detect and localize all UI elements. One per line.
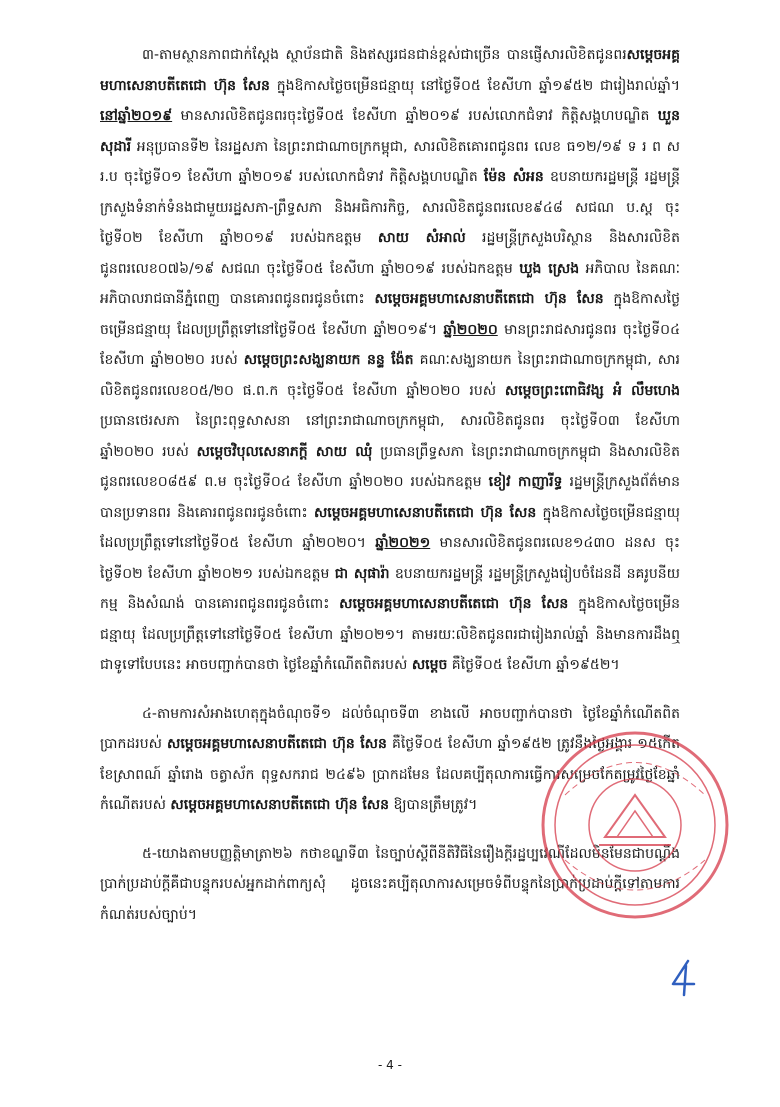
- text-segment: មានសារលិខិតជូនពរលេខ១៤៣០ ដនស ចុះថ្ងៃទី០២ ខែសីហា ឆ្នាំ២០២១ របស់ឯកឧត្តម: [100, 535, 680, 582]
- text-segment: អនុប្រធានទី២ នៃរដ្ឋសភា នៃព្រះរាជាណាចក្រកម្ពុជា, សារលិខិតគោរពជូនពរ លេខ ធ១២/១៩ ទ រ ព ស រ.ប ចុះថ្ងៃទី០១ ខែសីហា ឆ្នាំ២០១៩ របស់លោកជំទាវ កិត្តិសង្គហបណ្ឌិត: [100, 138, 680, 185]
- underlined-year: នៅឆ្នាំ២០១៩: [100, 108, 173, 124]
- bold-name: ឃួន សុដារី: [100, 108, 680, 155]
- text-segment: រដ្ឋមន្ត្រីក្រសួងបរិស្ថាន និងសារលិខិតជូនពរលេខ០៧៦/១៩ សជណ ចុះថ្ងៃទី០៥ ខែសីហា ឆ្នាំ២០១៩ របស់ឯកឧត្តម: [100, 230, 681, 277]
- bold-name: សម្តេចអគ្គមហាសេនាបតីតេជោ ហ៊ុន សែន: [313, 504, 537, 521]
- text-segment: រដ្ឋមន្ត្រីក្រសួងព័ត៌មាន បានប្រទានពរ និងគោរពជូនពរជូនចំពោះ: [100, 474, 680, 521]
- paragraph-4: [100, 699, 680, 821]
- bold-name: សម្តេចអគ្គមហាសេនាបតីតេជោ ហ៊ុន សែន: [167, 736, 387, 752]
- underlined-year: ឆ្នាំ២០២១: [375, 535, 431, 551]
- text-segment: អភិបាល នៃគណៈអភិបាលរាជធានីភ្នំពេញ បានគោរពជូនពរជូនចំពោះ: [100, 260, 680, 307]
- text-segment: គណៈសង្ឃនាយក នៃព្រះរាជាណាចក្រកម្ពុជា, សារលិខិតជូនពរលេខ០៥/២០ ផ.ព.ក ចុះថ្ងៃទី០៥ ខែសីហា ឆ្នាំ២០២០ របស់: [100, 352, 680, 399]
- text-segment: ៥-យោងតាមបញ្ញត្តិមាត្រា២៦ កថាខណ្ឌទី៣ នៃច្បាប់ស្តីពីនីតិវិធីនៃរឿងក្តីរដ្ឋប្បវេណីដែលមិនមែនជាបណ្តឹង ប្រាក់ប្រដាប់ក្តីគឺជាបន្ទុករបស់អ្នកដាក់ពាក្យសុំ ដូចនេះគប្បីតុលាការសម្រេចទំពីបន្ទុកនៃប្រាក់ប្រដាប់ក្តីទៅតាមការកំណត់របស់ច្បាប់។: [100, 845, 680, 923]
- bold-name: ជា សុផារ៉ា: [334, 565, 390, 582]
- text-segment: ក្នុងឱកាសថ្ងៃចម្រើនជន្មាយុ ដែលប្រព្រឹត្តទៅនៅថ្ងៃទី០៥ ខែសីហា ឆ្នាំ២០២១។ តាមរយៈលិខិតជូនពរជារៀងរាល់ឆ្នាំ និងមានការដឹងឮជាទូទៅបែបនេះ អាចបញ្ជាក់បានថា ថ្ងៃខែឆ្នាំកំណើតពិតរបស់: [100, 596, 681, 673]
- paragraph-3: [100, 40, 680, 681]
- bold-name: សម្តេចព្រះសង្ឃនាយក នន្ទ ង៉ែត: [243, 352, 414, 368]
- text-segment: ក្នុងឱកាសថ្ងៃចម្រើនជន្មាយុ ដែលប្រព្រឹត្តទៅនៅថ្ងៃទី០៥ ខែសីហា ឆ្នាំ២០១៩។: [100, 291, 680, 338]
- text-segment: មានសារលិខិតជូនពរចុះថ្ងៃទី០៥ ខែសីហា ឆ្នាំ២០១៩ របស់លោកជំទាវ កិត្តិសង្គហបណ្ឌិត: [172, 108, 658, 124]
- bold-name: សម្តេចព្រះពោធិវង្ស អំ លឹមហេង: [504, 382, 680, 399]
- document-body: [100, 40, 680, 948]
- text-segment: ប្រធានព្រឹទ្ធសភា នៃព្រះរាជាណាចក្រកម្ពុជា និងសារលិខិតជូនពរលេខ០៨៥៩ ព.ម ចុះថ្ងៃទី០៤ ខែសីហា ឆ្នាំ២០២០ របស់ឯកឧត្តម: [100, 443, 680, 490]
- bold-name: ខៀវ កាញារីទ្ធ: [488, 474, 563, 490]
- bold-name: សម្តេចអគ្គមហាសេនាបតីតេជោ ហ៊ុន សែន: [170, 797, 390, 813]
- paragraph-5: [100, 839, 680, 931]
- text-segment: មានព្រះរាជសារជូនពរ ចុះថ្ងៃទី០៤ ខែសីហា ឆ្នាំ២០២០ របស់: [100, 321, 680, 368]
- text-segment: ឱ្យបានត្រឹមត្រូវ។: [389, 797, 478, 813]
- bold-name: ម៉ែន សំអន: [483, 169, 544, 185]
- text-segment: ក្នុងឱកាសថ្ងៃចម្រើនជន្មាយុ នៅថ្ងៃទី០៥ ខែសីហា ឆ្នាំ១៩៥២ ជារៀងរាល់ឆ្នាំ។: [269, 77, 681, 94]
- bold-name: ឃួង ស្រេង: [519, 260, 580, 277]
- bold-name: សម្តេចអគ្គមហាសេនាបតីតេជោ ហ៊ុន សែន: [100, 47, 680, 94]
- bold-name: សម្តេចអគ្គមហាសេនាបតីតេជោ ហ៊ុន សែន: [374, 291, 604, 307]
- bold-name: សម្តេចអគ្គមហាសេនាបតីតេជោ ហ៊ុន សែន: [339, 596, 569, 612]
- bold-name: សម្តេចវិបុលសេនាភក្តី សាយ ឈុំ: [196, 443, 373, 460]
- handwritten-initial: [668, 958, 698, 998]
- text-segment: ៣-តាមស្ថានភាពជាក់ស្តែង ស្ថាប័នជាតិ និងឥស្សរជនជាន់ខ្ពស់ជាច្រើន បានផ្ញើសារលិខិតជូនពរ: [142, 47, 627, 63]
- page-number: - 4 -: [378, 1058, 402, 1072]
- text-segment: ឧបនាយករដ្ឋមន្ត្រី រដ្ឋមន្ត្រីក្រសួងទំនាក់ទំនងជាមួយរដ្ឋសភា-ព្រឹទ្ធសភា និងអធិការកិច្ច, សារលិខិតជូនពរលេខ៩៤៨ សជណ ប.ស្ត ចុះថ្ងៃទី០២ ខែសីហា ឆ្នាំ២០១៩ របស់ឯកឧត្តម: [100, 169, 680, 246]
- text-segment: ៤-តាមការសំអាងហេតុក្នុងចំណុចទី១ ដល់ចំណុចទី៣ ខាងលើ អាចបញ្ជាក់បានថា ថ្ងៃខែឆ្នាំកំណើតពិតប្រាកដរបស់: [100, 705, 680, 752]
- text-segment: ប្រធានថេរសភា នៃព្រះពុទ្ធសាសនា នៅព្រះរាជាណាចក្រកម្ពុជា, សារលិខិតជូនពរ ចុះថ្ងៃទី០៣ ខែសីហា ឆ្នាំ២០២០ របស់: [100, 413, 680, 460]
- text-segment: ក្នុងឱកាសថ្ងៃចម្រើនជន្មាយុ ដែលប្រព្រឹត្តទៅនៅថ្ងៃទី០៥ ខែសីហា ឆ្នាំ២០២០។: [100, 504, 680, 551]
- underlined-year: ឆ្នាំ២០២០: [443, 321, 498, 338]
- bold-name: សាយ សំអាល់: [377, 230, 466, 246]
- text-segment: ឧបនាយករដ្ឋមន្ត្រី រដ្ឋមន្ត្រីក្រសួងរៀបចំដែនដី នគរូបនីយកម្ម និងសំណង់ បានគោរពជូនពរជូនចំពោះ: [100, 565, 680, 612]
- text-segment: គឺថ្ងៃទី០៥ ខែសីហា ឆ្នាំ១៩៥២ ត្រូវនឹងថ្ងៃអង្គារ ១៥កើត ខែស្រាពណ៍ ឆ្នាំរោង ចត្វាស័ក ពុទ្ធសករាជ ២៤៩៦ ប្រាកដមែន ដែលគប្បីតុលាការធ្វើការសម្រេចកែតម្រូវថ្ងៃខែឆ្នាំកំណើតរបស់: [100, 736, 681, 813]
- bold-name: សម្តេច: [411, 657, 448, 673]
- text-segment: គឺថ្ងៃទី០៥ ខែសីហា ឆ្នាំ១៩៥២។: [447, 657, 620, 673]
